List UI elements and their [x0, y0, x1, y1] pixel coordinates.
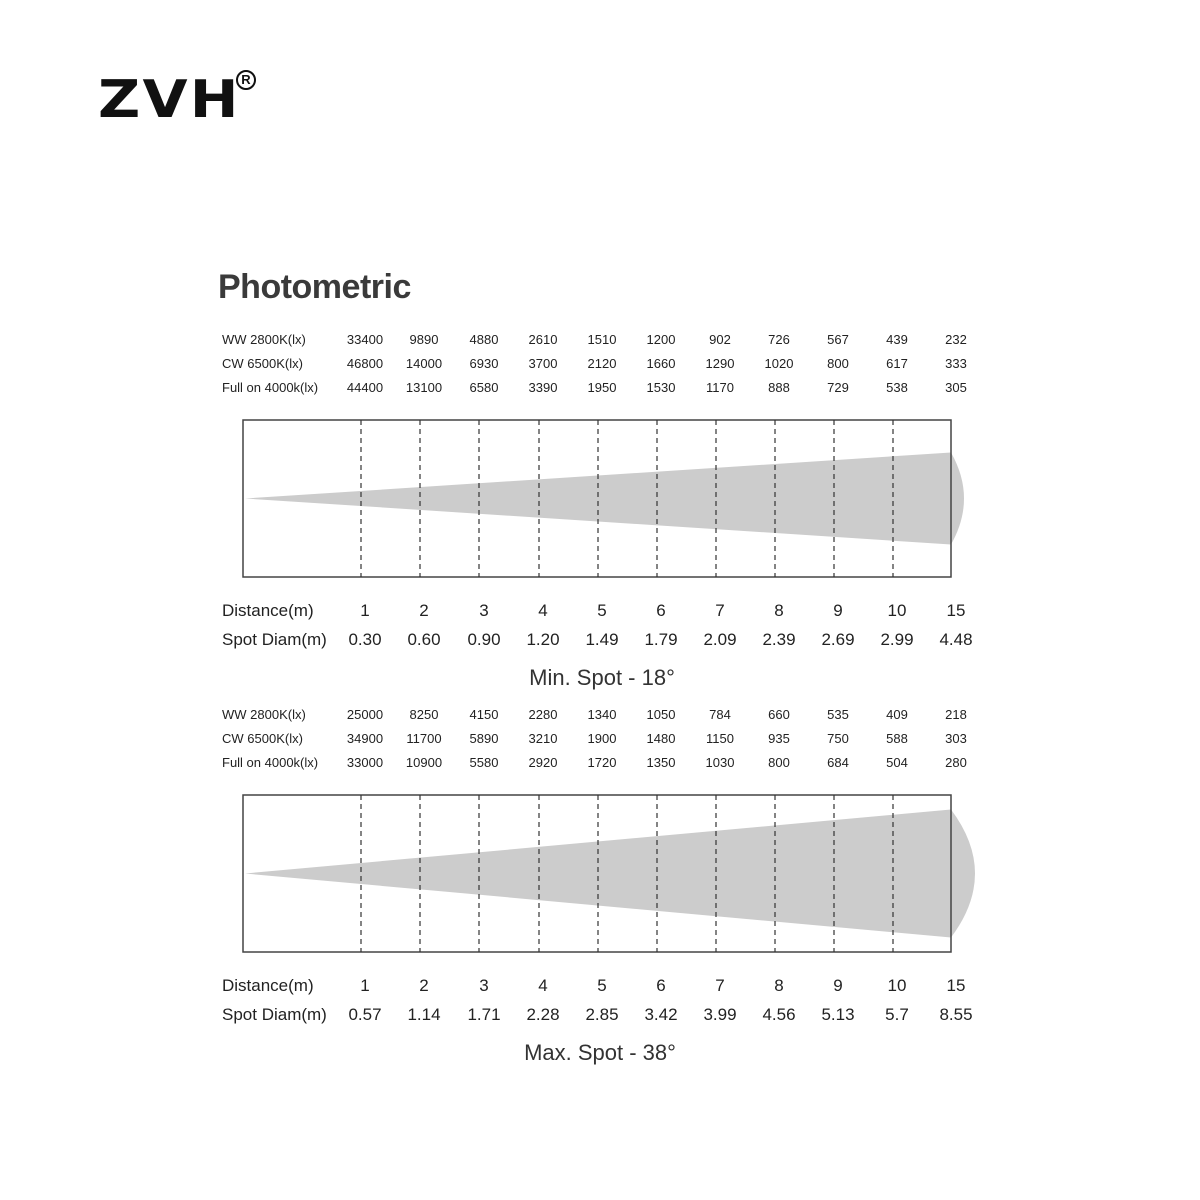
distance-value: 2 [419, 976, 429, 995]
spot-diam-value: 5.13 [821, 1005, 855, 1024]
lux-value: 6580 [469, 380, 499, 395]
lux-value: 232 [945, 332, 967, 347]
lux-value: 5580 [469, 755, 499, 770]
lux-value: 25000 [346, 707, 384, 722]
light-beam-cone [245, 810, 975, 938]
beam-caption-min: Min. Spot - 18° [529, 665, 675, 690]
distance-value: 6 [656, 601, 666, 620]
lux-value: 46800 [346, 356, 384, 371]
distance-value: 3 [479, 976, 489, 995]
lux-value: 1350 [646, 755, 676, 770]
lux-row-ww [0, 703, 1200, 727]
distance-value: 4 [538, 976, 548, 995]
lux-value: 1200 [646, 332, 676, 347]
lux-value: 1510 [587, 332, 617, 347]
distance-value: 9 [833, 976, 843, 995]
lux-value: 2610 [528, 332, 558, 347]
distance-value: 15 [946, 601, 966, 620]
lux-value: 14000 [405, 356, 443, 371]
lux-value: 2280 [528, 707, 558, 722]
lux-value: 750 [827, 731, 849, 746]
lux-row-full [0, 376, 1200, 400]
lux-value: 3390 [528, 380, 558, 395]
lux-value: 3210 [528, 731, 558, 746]
lux-value: 1720 [587, 755, 617, 770]
lux-value: 8250 [409, 707, 439, 722]
lux-value: 9890 [409, 332, 439, 347]
lux-value: 33400 [346, 332, 384, 347]
distance-value: 8 [774, 601, 784, 620]
lux-value: 2120 [587, 356, 617, 371]
distance-label: Distance(m) [222, 601, 314, 620]
spot-diam-value: 1.20 [526, 630, 560, 649]
page-title: Photometric [218, 268, 411, 306]
distance-value: 3 [479, 601, 489, 620]
light-beam-cone [245, 453, 964, 545]
distance-value: 9 [833, 601, 843, 620]
spot-diam-value: 4.56 [762, 1005, 796, 1024]
lux-value: 305 [945, 380, 967, 395]
spot-diam-value: 2.28 [526, 1005, 560, 1024]
spot-diam-label: Spot Diam(m) [222, 630, 327, 649]
spot-diam-value: 5.7 [885, 1005, 909, 1024]
spot-diam-row [0, 625, 1200, 654]
spot-diam-value: 4.48 [939, 630, 973, 649]
lux-value: 333 [945, 356, 967, 371]
spot-diam-value: 3.42 [644, 1005, 678, 1024]
beam-caption-max: Max. Spot - 38° [524, 1040, 676, 1065]
lux-value: 1480 [646, 731, 676, 746]
lux-row-label: Full on 4000k(lx) [222, 755, 319, 770]
distance-value: 4 [538, 601, 548, 620]
lux-value: 3700 [528, 356, 558, 371]
lux-value: 538 [886, 380, 908, 395]
lux-value: 1290 [705, 356, 735, 371]
lux-row-ww [0, 328, 1200, 352]
lux-value: 617 [886, 356, 908, 371]
lux-value: 34900 [346, 731, 384, 746]
lux-value: 13100 [405, 380, 443, 395]
lux-value: 10900 [405, 755, 443, 770]
distance-value: 15 [946, 976, 966, 995]
registered-mark: R [236, 70, 256, 90]
spot-diam-value: 2.39 [762, 630, 796, 649]
spot-diam-value: 8.55 [939, 1005, 973, 1024]
lux-row-cw [0, 727, 1200, 751]
spot-diam-value: 1.49 [585, 630, 619, 649]
spot-diam-value: 1.79 [644, 630, 678, 649]
lux-value: 784 [709, 707, 731, 722]
distance-value: 1 [360, 601, 370, 620]
spot-diam-row [0, 1000, 1200, 1029]
lux-row-cw [0, 352, 1200, 376]
lux-value: 1900 [587, 731, 617, 746]
lux-value: 33000 [346, 755, 384, 770]
spot-diam-value: 0.60 [407, 630, 441, 649]
lux-value: 535 [827, 707, 849, 722]
lux-row-full [0, 751, 1200, 775]
distance-value: 7 [715, 976, 725, 995]
lux-value: 44400 [346, 380, 384, 395]
lux-value: 303 [945, 731, 967, 746]
lux-value: 588 [886, 731, 908, 746]
lux-value: 935 [768, 731, 790, 746]
lux-value: 1030 [705, 755, 735, 770]
distance-value: 1 [360, 976, 370, 995]
distance-value: 7 [715, 601, 725, 620]
spot-diam-value: 3.99 [703, 1005, 737, 1024]
lux-value: 726 [768, 332, 790, 347]
lux-value: 2920 [528, 755, 558, 770]
lux-value: 1150 [706, 731, 734, 746]
distance-value: 10 [887, 601, 907, 620]
spot-diam-value: 2.85 [585, 1005, 619, 1024]
lux-value: 1050 [646, 707, 676, 722]
distance-value: 8 [774, 976, 784, 995]
spot-diam-label: Spot Diam(m) [222, 1005, 327, 1024]
spot-diam-value: 1.14 [407, 1005, 441, 1024]
lux-value: 800 [768, 755, 790, 770]
lux-row-label: WW 2800K(lx) [222, 332, 306, 347]
spot-diam-value: 0.57 [348, 1005, 382, 1024]
lux-value: 218 [945, 707, 967, 722]
lux-value: 504 [886, 755, 908, 770]
lux-value: 1170 [706, 380, 734, 395]
distance-value: 6 [656, 976, 666, 995]
spot-diam-value: 1.71 [467, 1005, 501, 1024]
lux-value: 1660 [646, 356, 676, 371]
distance-value: 5 [597, 601, 607, 620]
lux-value: 439 [886, 332, 908, 347]
distance-row [0, 596, 1200, 625]
lux-value: 888 [768, 380, 790, 395]
spot-diam-value: 2.69 [821, 630, 855, 649]
spot-diam-value: 2.09 [703, 630, 737, 649]
lux-row-label: Full on 4000k(lx) [222, 380, 319, 395]
distance-label: Distance(m) [222, 976, 314, 995]
lux-value: 902 [709, 332, 731, 347]
lux-value: 729 [827, 380, 849, 395]
distance-row [0, 971, 1200, 1000]
lux-value: 11700 [406, 731, 442, 746]
distance-value: 10 [887, 976, 907, 995]
lux-row-label: CW 6500K(lx) [222, 731, 303, 746]
lux-value: 280 [945, 755, 967, 770]
lux-value: 409 [886, 707, 908, 722]
lux-value: 4150 [469, 707, 499, 722]
brand-logo [98, 70, 241, 130]
distance-value: 5 [597, 976, 607, 995]
lux-row-label: WW 2800K(lx) [222, 707, 306, 722]
lux-value: 567 [827, 332, 849, 347]
lux-value: 4880 [469, 332, 499, 347]
lux-value: 1340 [587, 707, 617, 722]
lux-value: 684 [827, 755, 849, 770]
spot-diam-value: 0.30 [348, 630, 382, 649]
lux-value: 1950 [587, 380, 617, 395]
lux-value: 1530 [646, 380, 676, 395]
lux-value: 660 [768, 707, 790, 722]
spot-diam-value: 2.99 [880, 630, 914, 649]
lux-value: 6930 [469, 356, 499, 371]
lux-value: 5890 [469, 731, 499, 746]
lux-value: 1020 [764, 356, 794, 371]
lux-value: 800 [827, 356, 849, 371]
lux-row-label: CW 6500K(lx) [222, 356, 303, 371]
spot-diam-value: 0.90 [467, 630, 501, 649]
distance-value: 2 [419, 601, 429, 620]
logo-text: ZVH [98, 70, 241, 130]
